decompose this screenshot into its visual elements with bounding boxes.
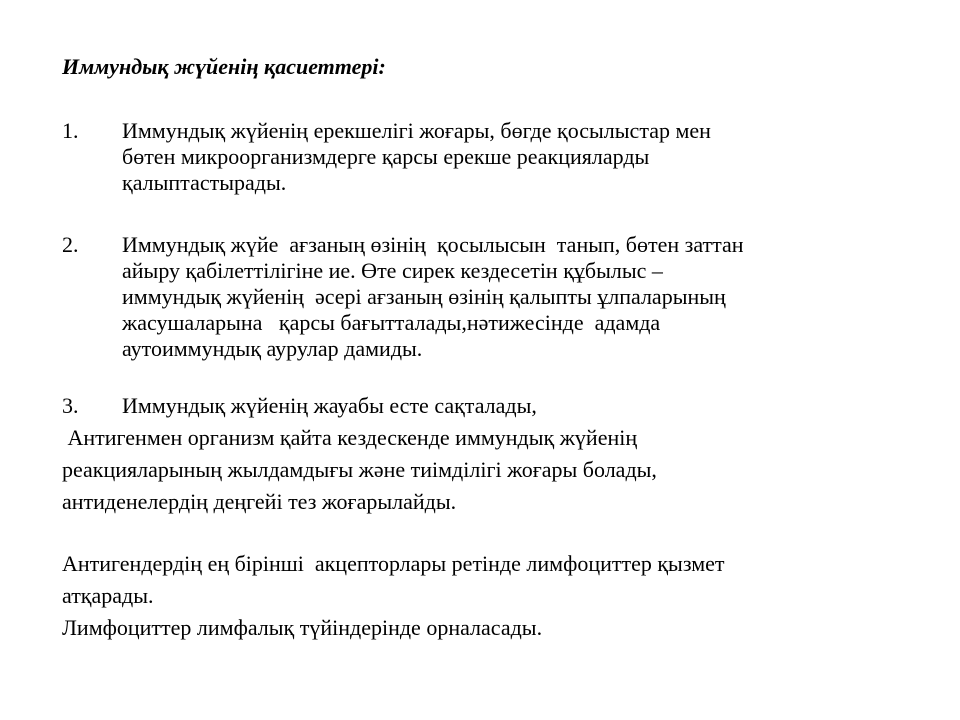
list-item-text bbox=[122, 393, 892, 419]
text-line: Иммундық жүйенің жауабы есте сақталады, bbox=[122, 393, 537, 418]
text-line: Иммундық жүйенің ерекшелігі жоғары, бөгде қосылыстар мен bbox=[122, 118, 711, 143]
text-line: қалыптастырады. bbox=[122, 170, 287, 195]
page-title: Иммундық жүйенің қасиеттері: bbox=[62, 54, 386, 79]
text-line: айыру қабілеттілігіне ие. Өте сирек кездесетін құбылыс – bbox=[122, 258, 663, 283]
paragraph-antigen bbox=[62, 422, 922, 518]
paragraph-lymphocytes bbox=[62, 548, 922, 644]
list-item-text bbox=[122, 118, 892, 196]
text-line: Лимфоциттер лимфалық түйіндерінде орналасады. bbox=[62, 615, 543, 640]
list-item bbox=[62, 232, 892, 362]
list-item-text bbox=[122, 232, 892, 362]
list-item-number: 1. bbox=[62, 118, 79, 143]
text-line: Иммундық жүйе ағзаның өзінің қосылысын танып, бөтен заттан bbox=[122, 232, 744, 257]
text-line: атқарады. bbox=[62, 583, 154, 608]
text-line: антиденелердің деңгейі тез жоғарылайды. bbox=[62, 489, 457, 514]
list-item-number: 2. bbox=[62, 232, 79, 257]
text-line: Антигендердің ең бірінші акцепторлары ретінде лимфоциттер қызмет bbox=[62, 551, 725, 576]
list-item bbox=[62, 118, 892, 196]
text-line: бөтен микроорганизмдерге қарсы ерекше реакцияларды bbox=[122, 144, 650, 169]
text-line: аутоиммундық аурулар дамиды. bbox=[122, 336, 423, 361]
text-line: Антигенмен организм қайта кездескенде иммундық жүйенің bbox=[62, 425, 638, 450]
text-line: иммундық жүйенің әсері ағзаның өзінің қалыпты ұлпаларының bbox=[122, 284, 726, 309]
list-item bbox=[62, 393, 892, 419]
list-item-number: 3. bbox=[62, 393, 79, 418]
text-line: жасушаларына қарсы бағытталады,нәтижесінде адамда bbox=[122, 310, 661, 335]
text-line: реакцияларының жылдамдығы және тиімділігі жоғары болады, bbox=[62, 457, 657, 482]
